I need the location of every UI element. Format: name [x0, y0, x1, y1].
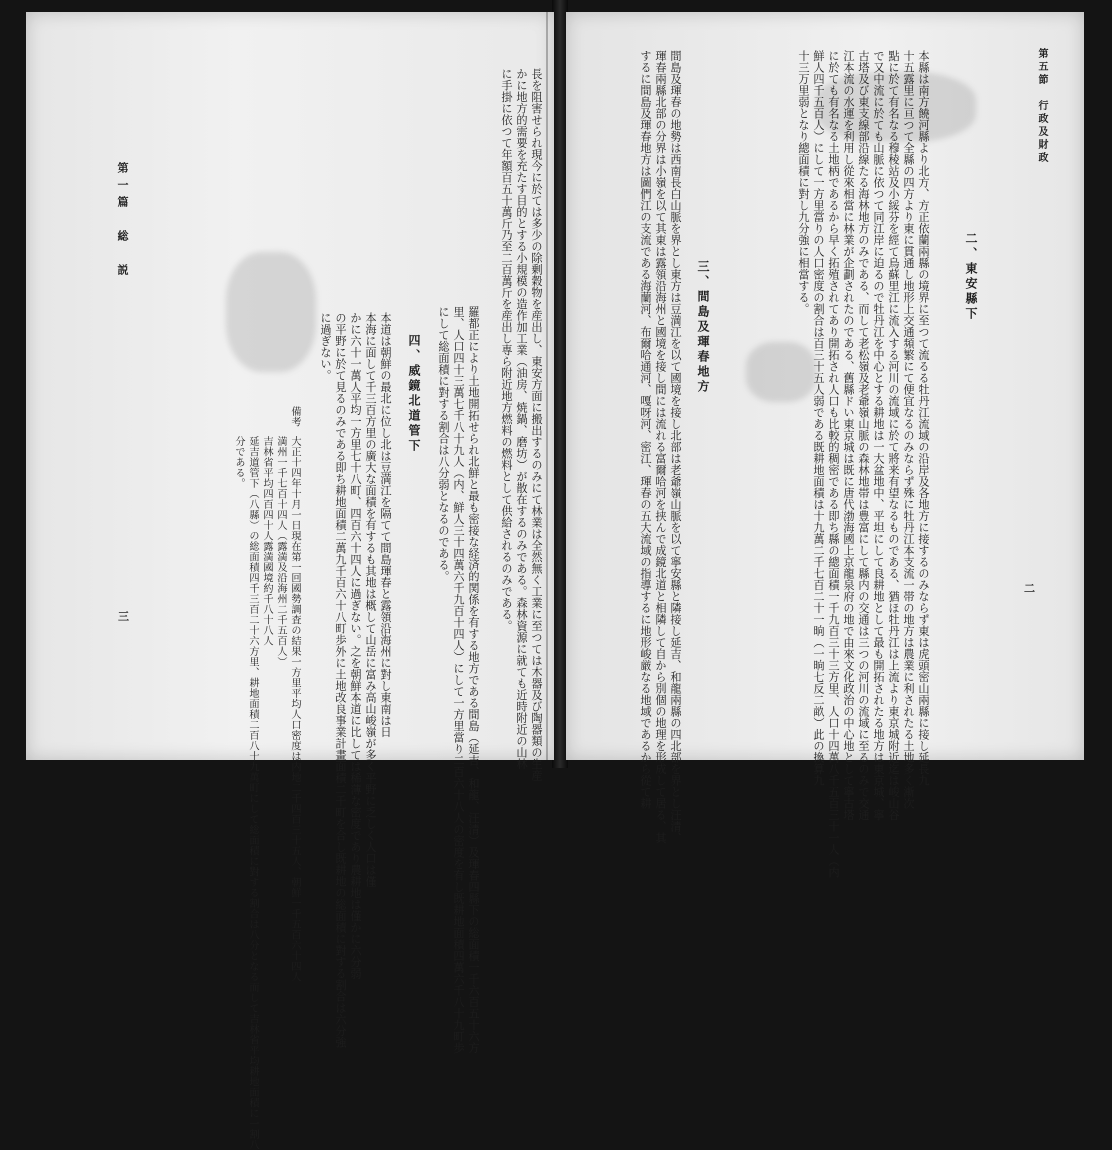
note-line: 大正十四年十月一日現在第一回國勢調査の結果一方里平均人口密度は内地二千四百三十五人、朝鮮一千五百六十四人	[289, 436, 300, 982]
note-line: 延吉道管下（八縣）の総面積四千三百二十六方里、耕地面積二百八十九萬町にして総面積に對する割合は八分となる而して吉林省平均耕地面積に一割八	[247, 436, 258, 1150]
page-number-left: 三	[118, 610, 129, 623]
note-line: 分である。	[233, 436, 244, 489]
text-column: 本道は朝鮮の最北に位し北は豆満江を隔てて間島琿春と露領沿海州に對し東南は日	[379, 312, 392, 738]
text-column: 里、人口四十三萬七千八十九人（内、鮮人三十四萬六千九百十四人）にして一方里當り二百六十八人の密度を有し既耕地面積四萬六千八十九町歩	[452, 306, 465, 1054]
text-column: の平野に於て見るのみである即ち耕地面積二萬九千百六十八町歩外に土地改良事業計畫面積二千町を合し既耕地の総面積に對する割合は六分強	[334, 312, 347, 1048]
text-column: 江本流の水運を利用し從來相當に林業が企劃されたのである、舊縣ドい東京城は既に唐代渤海國上京龍泉府の地で由來文化政治の中心地として寧古塔	[842, 50, 855, 821]
text-column: 本海に面して千三百方里の廣大な面積を有するも其地は概して山岳に富み高山峻嶺が多く平野に乏しく人口は僅	[364, 312, 377, 887]
text-column: で又中流に於ても山脈に依つて同江岸に迫るので牡丹江を中心とする耕地は一大盆地中、平坦にして良耕地として最も開拓されたる地方は東京城、寧	[872, 50, 885, 821]
text-column: 本縣は南方饒河縣より北方、方正依蘭兩縣の境界に至つて流るる牡丹江流域の沿岸及各地方に接するのみならず東は虎頭密山兩縣に接し延長九	[917, 50, 930, 786]
right-page	[566, 12, 1084, 878]
text-column: 點に於て有名なる穆稜站及小綏芬を經て烏蘇里江に流入する河川の流域に於て將来有望なるものである、猶ほ牡丹江は上流より東京城附近迄は峻山谷	[887, 50, 900, 821]
running-header-left: 第一篇 総 説	[116, 162, 129, 281]
text-column: に於ても有名なる土地柄であるから早く拓殖されてあり開拓され人口も比較的稠密である即ち縣の總面積一千九百三十三方里、人口十四萬八千五百三十一人（内	[827, 50, 840, 878]
note-line: 吉林省平均四百四十人露満國境約千八十八人	[261, 436, 272, 646]
text-column: かに地方的需要を充たす目的とする小規模の造作加工業（油房、焼鍋、磨坊）が散在するのみである。森林資源に就ても近時附近の山林	[515, 68, 528, 770]
text-column: 長を阻害せられ現今に於ては多少の除剰穀物を産出し、東安方面に搬出するのみにて林業は全然無く工業に至つては木器及び陶器類の生産	[530, 68, 543, 781]
notes-label: 備考	[289, 406, 300, 427]
running-header-right: 第五節 行政及財政	[1036, 48, 1047, 165]
text-column: にして総面積に對する割合は八分弱となるのである。	[437, 306, 450, 582]
section-heading: 四、威鏡北道管下	[407, 334, 421, 454]
left-page	[26, 12, 554, 1150]
text-column: するに間島及琿春地方は圖們江の支流である海蘭河、布爾哈通河、嘎呀河、密江、琿春の五大流域の指導するに地形峻厳なる地域であるから從て耕	[639, 50, 652, 809]
scan-edge-line	[546, 12, 548, 760]
text-column: に過ぎない。	[319, 312, 332, 381]
section-heading: 三、間島及琿春地方	[696, 260, 710, 395]
text-column: に手掛に依つて年額百五十萬斤乃至二百萬斤を産出し専ら附近地方燃料の燃料として供給されるのみである。	[500, 68, 513, 632]
text-column: かに六十一萬人平均一方里七十八町、四百六十四人に過ぎない。之を朝鮮本道に比しては稀薄な密度であり農耕地は僅かに六分弱	[349, 312, 362, 979]
section-heading: 二、東安縣下	[964, 232, 978, 322]
note-line: 満州一千七百十四人（露満及沿海州二千五百人）	[275, 436, 286, 667]
text-column: 十三万里弱となり總面積に對し九分強に相當する。	[797, 50, 810, 315]
text-column: 古塔及び東支線部沿線たる海林地方のみである、而して老松嶺及老爺嶺山脈の森林地帯は豊富にして縣内の交通は三つの河川の流域に至るのみで交通	[857, 50, 870, 821]
scan-smudge	[226, 252, 316, 372]
page-number-right: 二	[1024, 582, 1035, 595]
text-column: 間島及琿春の地勢は西南長白山脈を界とし東方は豆満江を以て國境を接し北部は老爺嶺山脈を以て寧安縣と隣接し延吉、和龍兩縣の四北部を界とし汪清、	[669, 50, 682, 844]
text-column: 十五露里に亘つて全縣の四方より東に貫通し地形上交通頻繁にて便宜なるのみならず殊に牡丹江本支流一帯の地方は農業に利されたる土地多く漸次	[902, 50, 915, 809]
text-column: 琿春兩縣北部の分界は小嶺を以て其東は露領沿海州と國境を接し間には流れる富爾哈河を挟んで成鏡北道と相隣して自から別個の地理を形成して居る、其	[654, 50, 667, 844]
text-column: 鮮人四千五百人）にして一方里當りの人口密度の割合は百三十五人弱である既耕地面積は十九萬二千七百二十一晌（一晌七反二畝）此の換算九	[812, 50, 825, 786]
text-column: 羅都正により土地開拓せられ北鮮と最も密接な経済的関係を有する地方である間島（延吉、和龍、汪清）及琿春四縣下の総面積一千六百五十六方	[467, 306, 480, 1054]
